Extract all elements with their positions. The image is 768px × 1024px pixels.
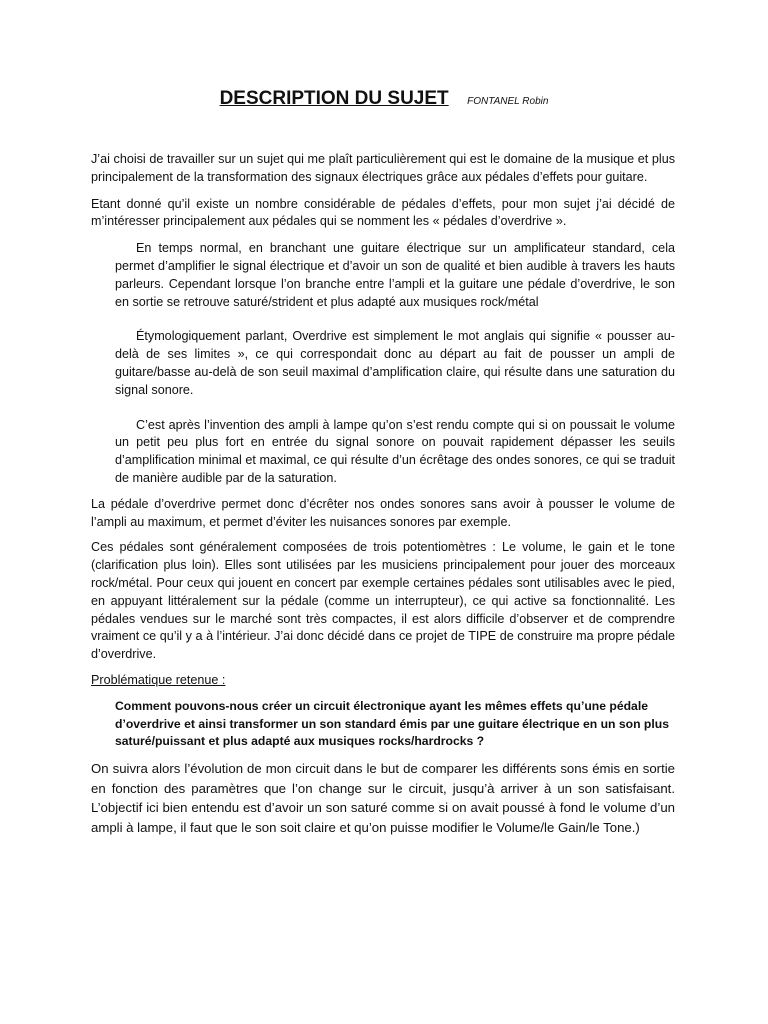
document-body [91,151,675,837]
paragraph-history: C’est après l’invention des ampli à lampe qu’on s’est rendu compte qui si on poussait le volume un petit peu plus fort en entrée du signal sonore on pouvait rapidement dépasser les seuils d’amplification minimal et maximal, ce qui résulte d’un écrêtage des ondes sonores, ce qui se traduit de manière audible par de la saturation. [115,417,675,485]
document-title: DESCRIPTION DU SUJET [219,88,449,109]
paragraph-choice: Etant donné qu’il existe un nombre considérable de pédales d’effets, pour mon sujet j’ai décidé de m’intéresser principalement aux pédales qui se nomment les « pédales d’overdrive ». [91,196,675,229]
paragraph-purpose: La pédale d’overdrive permet donc d’écrêter nos ondes sonores sans avoir à pousser le volume de l’ampli au maximum, et permet d’éviter les nuisances sonores par exemple. [91,496,675,529]
paragraph-components: Ces pédales sont généralement composées de trois potentiomètres : Le volume, le gain et le tone (clarification plus loin). Elles sont utilisées par les musiciens principalement pour jouer des morceaux rock/métal. Pour ceux qui jouent en concert par exemple certaines pédales sont utilisables avec le pied, en appuyant littéralement sur la pédale (comme un interrupteur), ce qui active sa fonctionnalité. Les pédales vendues sur le marché sont très compactes, il est alors difficile d’observer et de comprendre vraiment ce qu’il y a à l’intérieur. J’ai donc décidé dans ce projet de TIPE de construire ma propre pédale d’overdrive. [91,540,675,662]
paragraph-intro: J’ai choisi de travailler sur un sujet qui me plaît particulièrement qui est le domaine de la musique et plus principalement de la transformation des signaux électriques grâce aux pédales d’effets pour guitare. [91,152,675,184]
paragraph-conclusion: On suivra alors l’évolution de mon circuit dans le but de comparer les différents sons émis en sortie en fonction des paramètres que l’on change sur le circuit, jusqu’à arriver à un son satisfaisant. L’objectif ici bien entendu est d’avoir un son saturé comme si on avait poussé à fond le volume d’un ampli à lampe, il faut que le son soit claire et qu’on puisse modifier le Volume/le Gain/le Tone.) [91,761,675,835]
paragraph-normal-use: En temps normal, en branchant une guitare électrique sur un amplificateur standard, cela permet d’amplifier le signal électrique et d’avoir un son de qualité et bien audible à travers les hauts parleurs. Cependant lorsque l’on branche entre l’ampli et la guitare une pédale d’overdrive, le son en sortie se retrouve saturé/strident et plus adapté aux musiques rock/métal [115,241,675,309]
author-name: FONTANEL Robin [467,96,549,107]
problem-heading: Problématique retenue : [91,672,226,687]
paragraph-etymology: Étymologiquement parlant, Overdrive est simplement le mot anglais qui signifie « pousser au-delà de ses limites », ce qui correspondait donc au départ au fait de pousser un ampli de guitare/basse au-delà de son seuil maximal d’amplification claire, qui résulte dans une saturation du signal sonore. [115,329,675,397]
title-row [0,88,768,110]
problem-question: Comment pouvons-nous créer un circuit électronique ayant les mêmes effets qu’une pédale d’overdrive et ainsi transformer un son standard émis par une guitare électrique en un son plus saturé/puissant et plus adapté aux musiques rocks/hardrocks ? [115,698,669,749]
